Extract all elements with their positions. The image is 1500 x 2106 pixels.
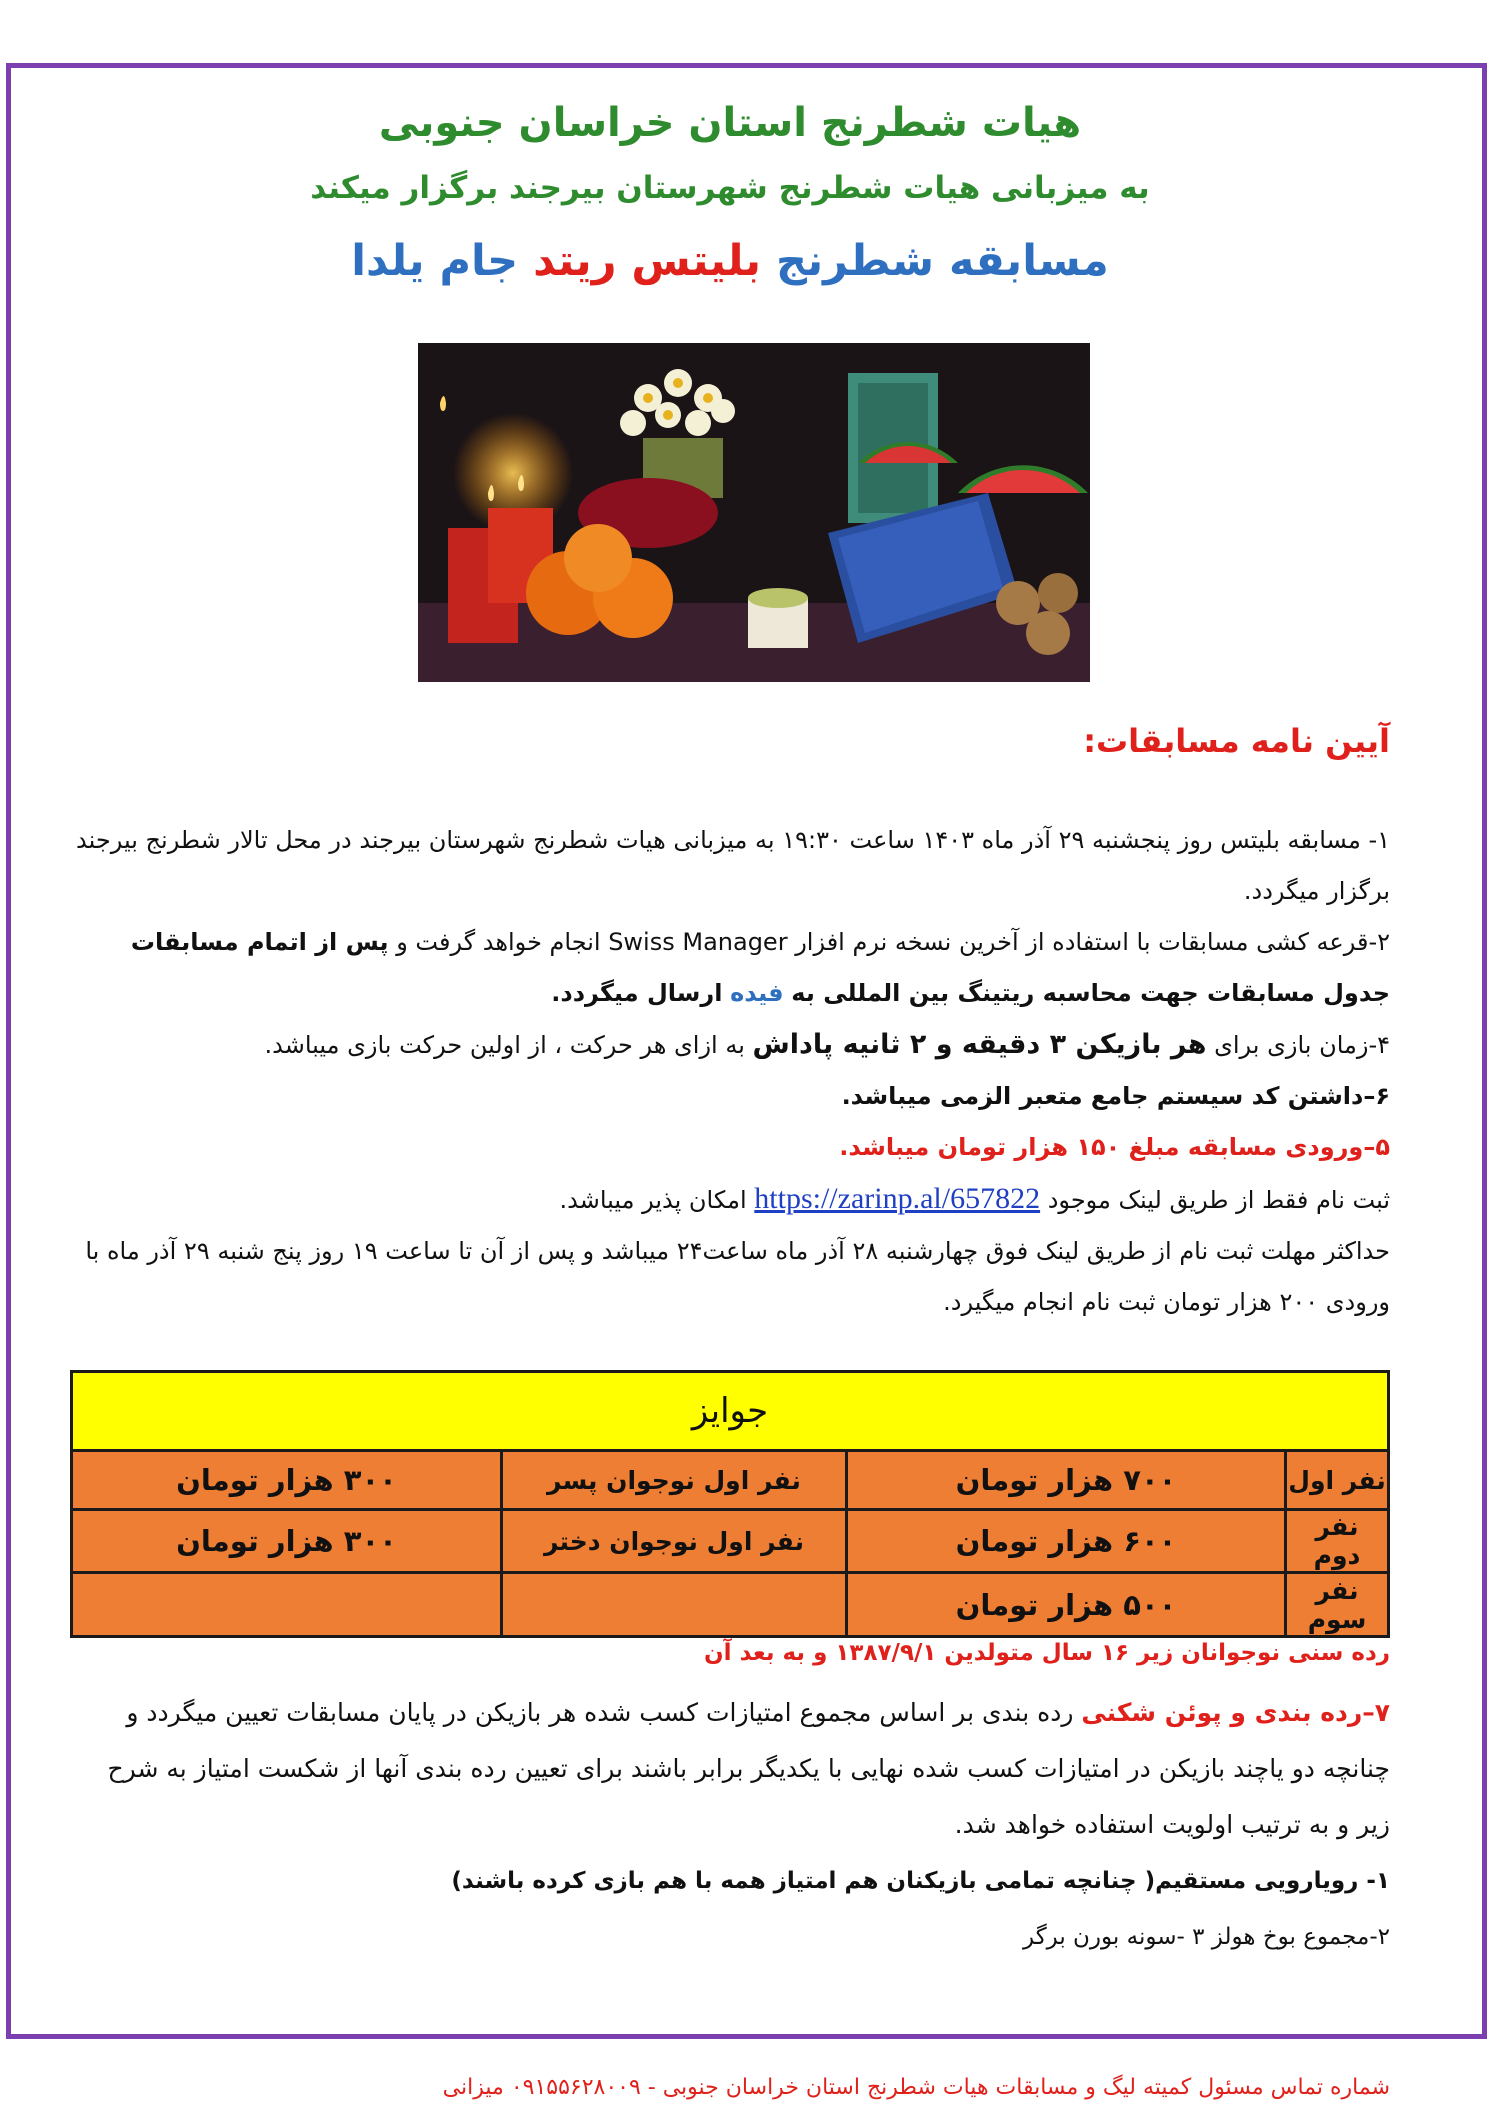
yalda-photo [418, 343, 1090, 682]
rules-section [70, 815, 1390, 1328]
prizes-header-row [72, 1372, 1389, 1451]
tiebreak-text: رده بندی بر اساس مجموع امتیازات کسب شده هر بازیکن در پایان مسابقات تعیین میگردد و چنانچه دو یاچند بازیکن در امتیازات کسب شده نهایی با یکدیگر برابر باشند برای تعیین رده بندی آنها از شکست امتیاز به شرح زیر و به ترتیب اولویت استفاده خواهد شد. [107, 1698, 1390, 1839]
event-title-part1: مسابقه شطرنج [776, 236, 1109, 286]
registration-link[interactable]: https://zarinp.al/657822 [754, 1182, 1041, 1215]
rule-4 [70, 1019, 1390, 1071]
rule-2-text: ۲-قرعه کشی مسابقات با استفاده از آخرین نسخه نرم افزار Swiss Manager انجام خواهد گرفت و [396, 928, 1390, 956]
registration-end: امکان پذیر میباشد. [559, 1186, 747, 1214]
contact-footer: شماره تماس مسئول کمیته لیگ و مسابقات هیات شطرنج استان خراسان جنوبی - ۰۹۱۵۵۶۲۸۰۰۹ میزانی [442, 2075, 1390, 2100]
table-row [72, 1573, 1389, 1637]
special-amount-cell [72, 1573, 502, 1637]
special-amount-cell: ۳۰۰ هزار تومان [72, 1451, 502, 1510]
page-subtitle: به میزبانی هیات شطرنج شهرستان بیرجند برگزار میکند [310, 170, 1150, 206]
rule-5: ۵–ورودی مسابقه مبلغ ۱۵۰ هزار تومان میباشد. [839, 1133, 1390, 1161]
event-title-part3: جام یلدا [351, 236, 519, 286]
tiebreak-section [70, 1685, 1390, 1965]
rule-4-bold: هر بازیکن ۳ دقیقه و ۲ ثانیه پاداش [752, 1029, 1207, 1060]
fide-label: فیده [730, 979, 784, 1007]
tiebreak-item-2: ۲-مجموع بوخ هولز ۳ -سونه بورن برگر [1023, 1924, 1390, 1950]
tiebreak-paragraph [70, 1685, 1390, 1853]
event-title-part2: بلیتس ریتد [533, 236, 762, 286]
amount-cell: ۵۰۰ هزار تومان [847, 1573, 1286, 1637]
rule-1: ۱- مسابقه بلیتس روز پنجشنبه ۲۹ آذر ماه ۱۴۰۳ ساعت ۱۹:۳۰ به میزبانی هیات شطرنج شهرستان بیرجند در محل تالار شطرنج بیرجند برگزار میگردد. [76, 826, 1390, 905]
rank-cell: نفر دوم [1286, 1510, 1389, 1573]
table-row [72, 1451, 1389, 1510]
regulations-title: آیین نامه مسابقات: [1083, 722, 1390, 760]
age-note: رده سنی نوجوانان زیر ۱۶ سال متولدین ۱۳۸۷/۹/۱ و به بعد آن [704, 1640, 1390, 1666]
tiebreak-item-1: ۱- رویارویی مستقیم( چنانچه تمامی بازیکنان هم امتیاز همه با هم بازی کرده باشند) [451, 1868, 1390, 1894]
deadline: حداکثر مهلت ثبت نام از طریق لینک فوق چهارشنبه ۲۸ آذر ماه ساعت۲۴ میباشد و پس از آن تا ساعت ۱۹ روز پنج شنبه ۲۹ آذر ماه با ورودی ۲۰۰ هزار تومان ثبت نام انجام میگیرد. [85, 1237, 1390, 1316]
amount-cell: ۶۰۰ هزار تومان [847, 1510, 1286, 1573]
rank-cell: نفر اول [1286, 1451, 1389, 1510]
registration [70, 1173, 1390, 1226]
rule-4-end: به ازای هر حرکت ، از اولین حرکت بازی میباشد. [264, 1031, 745, 1059]
rule-4-text: ۴-زمان بازی برای [1214, 1031, 1390, 1059]
special-amount-cell: ۳۰۰ هزار تومان [72, 1510, 502, 1573]
amount-cell: ۷۰۰ هزار تومان [847, 1451, 1286, 1510]
special-cell: نفر اول نوجوان دختر [502, 1510, 847, 1573]
rule-2 [70, 917, 1390, 1019]
table-row [72, 1510, 1389, 1573]
special-cell: نفر اول نوجوان پسر [502, 1451, 847, 1510]
document [70, 90, 1390, 2100]
page-title: هیات شطرنج استان خراسان جنوبی [378, 100, 1082, 146]
rule-6: ۶–داشتن کد سیستم جامع متعبر الزمی میباشد. [841, 1082, 1390, 1110]
registration-text: ثبت نام فقط از طریق لینک موجود [1047, 1186, 1390, 1214]
tiebreak-label: ۷–رده بندی و پوئن شکنی [1081, 1698, 1390, 1727]
rule-2-bold: پس از اتمام مسابقات جدول مسابقات جهت محاسبه ریتینگ بین المللی به [130, 928, 1390, 1007]
special-cell [502, 1573, 847, 1637]
prizes-title: جوایز [72, 1372, 1389, 1451]
rank-cell: نفر سوم [1286, 1573, 1389, 1637]
prizes-table [70, 1370, 1390, 1638]
rule-2-end: ارسال میگردد. [551, 979, 723, 1007]
event-title [70, 236, 1390, 286]
